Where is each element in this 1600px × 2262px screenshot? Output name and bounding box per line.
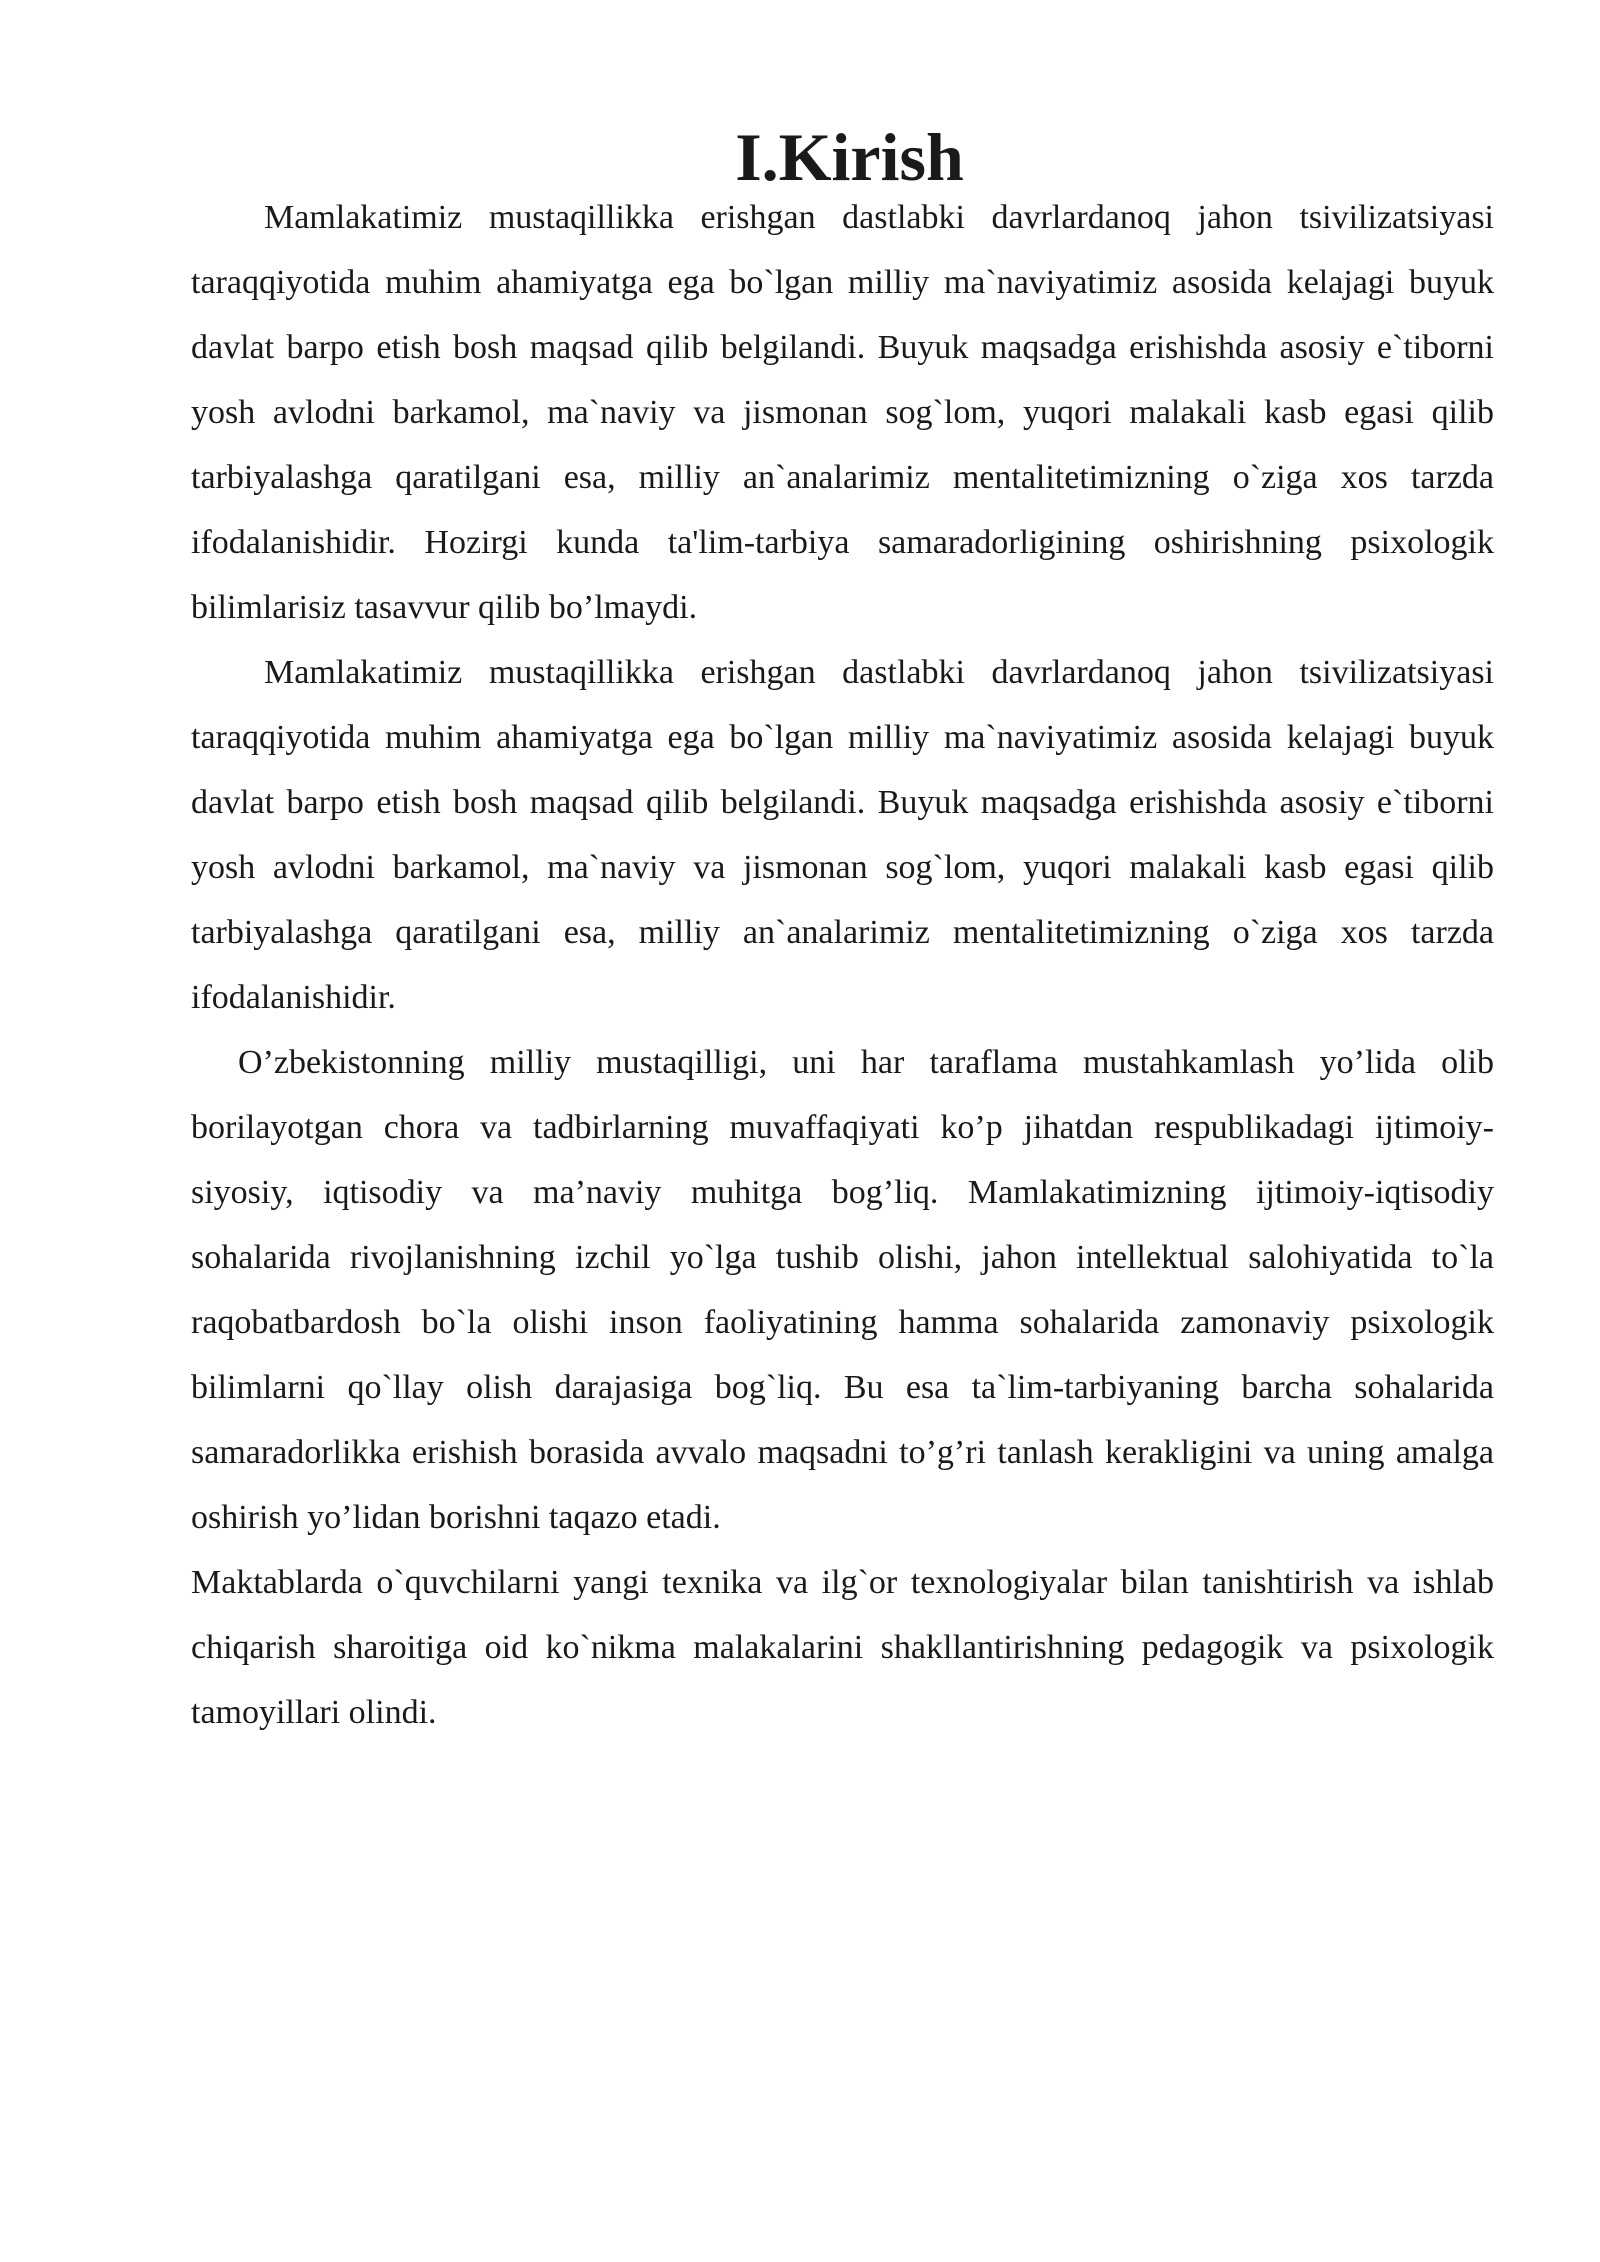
paragraph-4: Maktablarda o`quvchilarni yangi texnika va ilg`or texnologiyalar bilan tanishtirish va ishlab chiqarish sharoitiga oid ko`nikma malakalarini shakllantirishning pedagogik va psixologik tamoyillari olindi. [191,1564,1494,1731]
paragraph-2: Mamlakatimiz mustaqillikka erishgan dastlabki davrlardanoq jahon tsivilizatsiyasi taraqqiyotida muhim ahamiyatga ega bo`lgan milliy ma`naviyatimiz asosida kelajagi buyuk davlat barpo etish bosh maqsad qilib belgilandi. Buyuk maqsadga erishishda asosiy e`tiborni yosh avlodni barkamol, ma`naviy va jismonan sog`lom, yuqori malakali kasb egasi qilib tarbiyalashga qaratilgani esa, milliy an`analarimiz mentalitetimizning o`ziga xos tarzda ifodalanishidir. [191,654,1494,1016]
paragraph-3: O’zbekistonning milliy mustaqilligi, uni har taraflama mustahkamlash yo’lida olib borilayotgan chora va tadbirlarning muvaffaqiyati ko’p jihatdan respublikadagi ijtimoiy-siyosiy, iqtisodiy va ma’naviy muhitga bog’liq. Mamlakatimizning ijtimoiy-iqtisodiy sohalarida rivojlanishning izchil yo`lga tushib olishi, jahon intellektual salohiyatida to`la raqobatbardosh bo`la olishi inson faoliyatining hamma sohalarida zamonaviy psixologik bilimlarni qo`llay olish darajasiga bog`liq. Bu esa ta`lim-tarbiyaning barcha sohalarida samaradorlikka erishish borasida avvalo maqsadni to’g’ri tanlash kerakligini va uning amalga oshirish yo’lidan borishni taqazo etadi. [191,1044,1494,1536]
paragraph-1: Mamlakatimiz mustaqillikka erishgan dastlabki davrlardanoq jahon tsivilizatsiyasi taraqqiyotida muhim ahamiyatga ega bo`lgan milliy ma`naviyatimiz asosida kelajagi buyuk davlat barpo etish bosh maqsad qilib belgilandi. Buyuk maqsadga erishishda asosiy e`tiborni yosh avlodni barkamol, ma`naviy va jismonan sog`lom, yuqori malakali kasb egasi qilib tarbiyalashga qaratilgani esa, milliy an`analarimiz mentalitetimizning o`ziga xos tarzda ifodalanishidir. Hozirgi kunda ta'lim-tarbiya samaradorligining oshirishning psixologik bilimlarisiz tasavvur qilib bo’lmaydi. [191,199,1494,626]
document-body [191,119,1494,1745]
section-title: I.Kirish [735,119,964,195]
